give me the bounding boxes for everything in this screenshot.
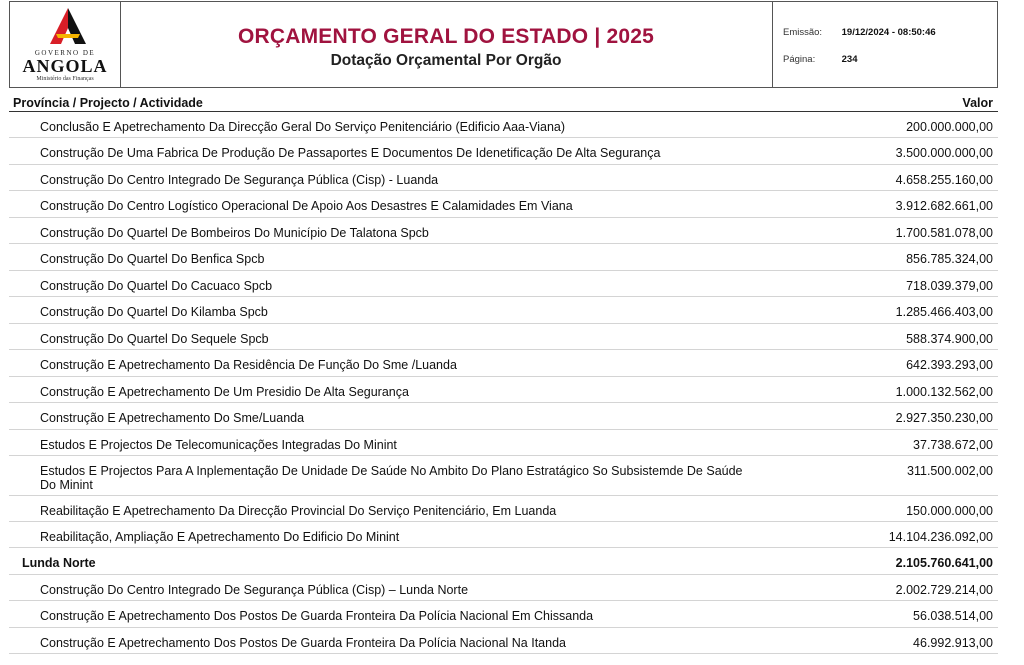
emissao-label: Emissão: — [783, 27, 823, 38]
row-value: 1.000.132.562,00 — [895, 385, 993, 399]
row-value: 150.000.000,00 — [906, 504, 993, 518]
table-row — [9, 601, 998, 628]
row-value: 200.000.000,00 — [906, 120, 993, 134]
table-row — [9, 496, 998, 522]
row-description: Construção Do Quartel Do Kilamba Spcb — [40, 305, 268, 319]
pagina-value: 234 — [841, 54, 858, 65]
row-description: Reabilitação E Apetrechamento Da Direcção Provincial Do Serviço Penitenciário, Em Luanda — [40, 504, 557, 518]
table-header — [9, 95, 998, 112]
title-box — [120, 2, 772, 87]
logo-text-angola: ANGOLA — [22, 56, 108, 76]
table-row — [9, 628, 998, 654]
row-description: Estudos E Projectos Para A Inplementação De Unidade De Saúde No Ambito Do Plano Estratágico So Subsistemde De Saúde Do Minint — [40, 464, 743, 492]
row-description: Construção Do Centro Integrado De Segurança Pública (Cisp) - Luanda — [40, 173, 439, 187]
row-description: Construção Do Quartel Do Cacuaco Spcb — [40, 279, 273, 293]
row-value: 588.374.900,00 — [906, 332, 993, 346]
row-value: 46.992.913,00 — [913, 636, 993, 650]
document-header — [9, 1, 998, 88]
meta-box — [772, 2, 998, 87]
row-description: Construção E Apetrechamento Da Residência De Função Do Sme /Luanda — [40, 358, 457, 372]
table-row — [9, 456, 998, 496]
row-description: Construção Do Quartel Do Benfica Spcb — [40, 252, 265, 266]
column-header-value: Valor — [962, 96, 993, 110]
row-description: Reabilitação, Ampliação E Apetrechamento Do Edificio Do Minint — [40, 530, 400, 544]
row-value: 2.927.350.230,00 — [895, 411, 993, 425]
row-value: 311.500.002,00 — [907, 464, 993, 478]
row-description: Construção E Apetrechamento Do Sme/Luanda — [40, 411, 305, 425]
province-total-value: 2.105.760.641,00 — [895, 556, 993, 570]
row-description: Construção Do Centro Integrado De Segurança Pública (Cisp) – Lunda Norte — [40, 583, 469, 597]
logo-text-ministerio: Ministério das Finanças — [36, 76, 94, 82]
emissao-row — [783, 27, 936, 38]
table-row — [9, 138, 998, 165]
table-row — [9, 165, 998, 191]
row-value: 1.700.581.078,00 — [895, 226, 993, 240]
emissao-value: 19/12/2024 - 08:50:46 — [841, 27, 936, 38]
row-description: Construção Do Quartel De Bombeiros Do Município De Talatona Spcb — [40, 226, 429, 240]
angola-government-logo — [48, 8, 88, 46]
row-value: 2.002.729.214,00 — [895, 583, 993, 597]
row-description: Conclusão E Apetrechamento Da Direcção Geral Do Serviço Penitenciário (Edificio Aaa-Viana) — [40, 120, 566, 134]
table-row — [9, 191, 998, 218]
province-group-row — [9, 548, 998, 575]
row-description: Construção E Apetrechamento Dos Postos De Guarda Fronteira Da Polícia Nacional Na Itanda — [40, 636, 566, 650]
logo-box — [10, 2, 121, 87]
table-row — [9, 377, 998, 403]
budget-table — [9, 112, 998, 654]
province-name: Lunda Norte — [22, 556, 96, 570]
row-value: 4.658.255.160,00 — [895, 173, 993, 187]
table-row — [9, 271, 998, 297]
table-row — [9, 244, 998, 271]
row-value: 1.285.466.403,00 — [895, 305, 993, 319]
row-description: Construção E Apetrechamento De Um Presidio De Alta Segurança — [40, 385, 409, 399]
row-value: 56.038.514,00 — [913, 609, 993, 623]
table-row — [9, 297, 998, 324]
row-value: 718.039.379,00 — [906, 279, 993, 293]
row-description: Estudos E Projectos De Telecomunicações Integradas Do Minint — [40, 438, 397, 452]
table-row — [9, 324, 998, 350]
pagina-row — [783, 54, 858, 65]
table-row — [9, 218, 998, 244]
pagina-label: Página: — [783, 54, 816, 65]
row-description: Construção E Apetrechamento Dos Postos De Guarda Fronteira Da Polícia Nacional Em Chissanda — [40, 609, 594, 623]
logo-text-governo: GOVERNO DE — [34, 49, 96, 57]
table-row — [9, 350, 998, 377]
table-row — [9, 112, 998, 138]
table-row — [9, 522, 998, 548]
table-row — [9, 430, 998, 456]
row-value: 856.785.324,00 — [906, 252, 993, 266]
table-row — [9, 403, 998, 430]
page-title: ORÇAMENTO GERAL DO ESTADO | 2025 — [237, 25, 654, 48]
row-description: Construção De Uma Fabrica De Produção De Passaportes E Documentos De Idenetificação De Alta Segurança — [40, 146, 661, 160]
row-description: Construção Do Quartel Do Sequele Spcb — [40, 332, 269, 346]
row-description: Construção Do Centro Logístico Operacional De Apoio Aos Desastres E Calamidades Em Viana — [40, 199, 573, 213]
row-value: 642.393.293,00 — [906, 358, 993, 372]
row-value: 3.500.000.000,00 — [895, 146, 993, 160]
row-value: 14.104.236.092,00 — [888, 530, 993, 544]
column-header-description: Província / Projecto / Actividade — [13, 96, 203, 110]
page-subtitle: Dotação Orçamental Por Orgão — [330, 52, 562, 69]
row-value: 37.738.672,00 — [913, 438, 993, 452]
row-value: 3.912.682.661,00 — [895, 199, 993, 213]
table-row — [9, 575, 998, 601]
